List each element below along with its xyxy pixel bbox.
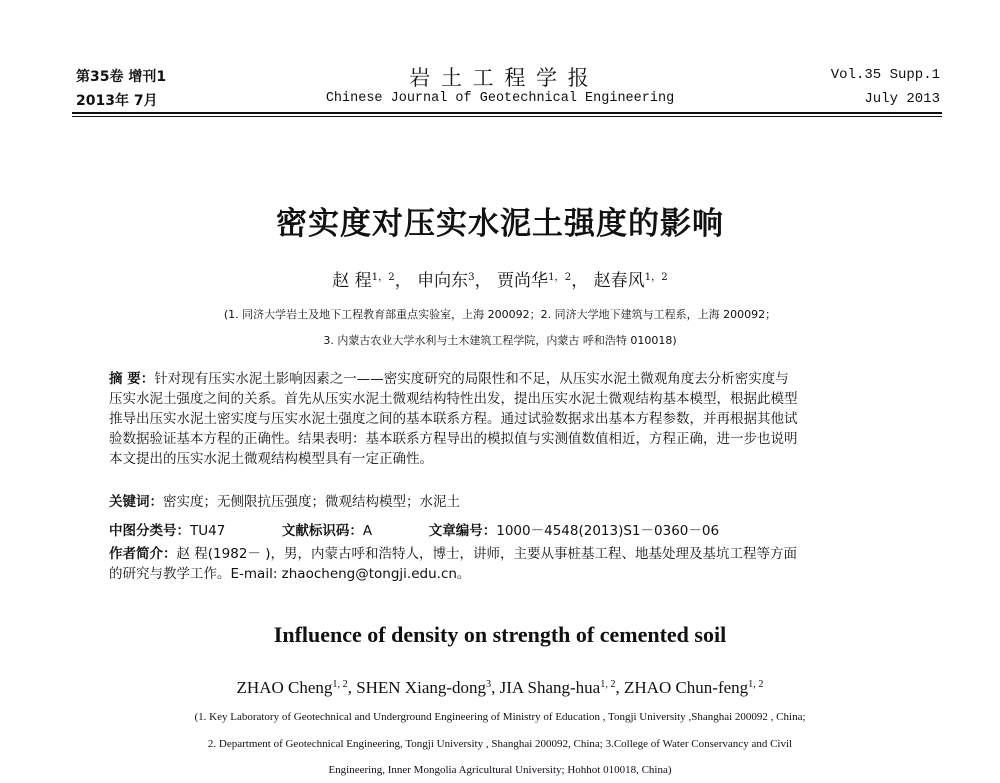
authors-cn: 赵 程$^{1,2}$， 申向东$^3$， 贾尚华$^{1,2}$， 赵春风$^{1,2}$ <box>332 271 668 291</box>
clc-value: TU47 <box>190 523 226 539</box>
journal-name-cn: 岩 土 工 程 学 报 <box>409 66 591 90</box>
bio-line-2: 的研究与教学工作。E-mail: zhaocheng@tongji.edu.cn。 <box>109 566 471 582</box>
paper-title-cn: 密实度对压实水泥土强度的影响 <box>276 206 724 242</box>
header-rule-top <box>72 112 942 114</box>
author-cn-2: 申向东$^3$ <box>417 271 475 291</box>
header-rule-bottom <box>72 116 942 117</box>
keywords-label: 关键词： <box>109 494 163 510</box>
author-en-3: JIA Shang-hua$^{1, 2}$ <box>499 678 616 697</box>
author-cn-1: 赵 程$^{1,2}$ <box>332 271 395 291</box>
abstract-cn <box>109 369 909 469</box>
abstract-line-4: 验数据验证基本方程的正确性。结果表明：基本联系方程导出的模拟值与实测值数值相近，方程正确，进一步也说明 <box>109 431 798 447</box>
bio-line-1: 赵 程(1982－ )，男，内蒙古呼和浩特人，博士，讲师，主要从事桩基工程、地基处理及基坑工程等方面 <box>176 546 797 562</box>
affiliation-en-1: (1. Key Laboratory of Geotechnical and Underground Engineering of Ministry of Education , Tongji University ,Shanghai 200092 , China; <box>194 711 806 723</box>
clc-label: 中图分类号： <box>109 523 190 539</box>
abstract-line-3: 推导出压实水泥土密实度与压实水泥土强度之间的基本联系方程。通过试验数据求出基本方程参数，并再根据其他试 <box>109 411 798 427</box>
abstract-line-5: 本文提出的压实水泥土微观结构模型具有一定正确性。 <box>109 451 433 467</box>
volume-issue: 第35卷 增刊1 <box>76 69 167 85</box>
journal-name-en: Chinese Journal of Geotechnical Engineering <box>325 91 675 106</box>
affiliation-cn-2: 3. 内蒙古农业大学水利与土木建筑工程学院，内蒙古 呼和浩特 010018) <box>323 334 677 347</box>
article-no-value: 1000－4548(2013)S1－0360－06 <box>496 523 720 539</box>
authors-en: ZHAO Cheng$^{1, 2}$, SHEN Xiang-dong$^3$, JIA Shang-hua$^{1, 2}$, ZHAO Chun-feng$^{1, 2}$ <box>236 678 764 697</box>
abstract-line-1: 针对现有压实水泥土影响因素之一——密实度研究的局限性和不足，从压实水泥土微观角度去分析密实度与 <box>154 371 789 387</box>
paper-title-en: Influence of density on strength of cemented soil <box>273 622 727 647</box>
affiliation-cn-1: (1. 同济大学岩土及地下工程教育部重点实验室，上海 200092；2. 同济大学地下建筑与工程系，上海 200092； <box>223 308 777 321</box>
classification-line <box>109 519 719 539</box>
doc-code-label: 文献标识码： <box>281 523 363 539</box>
keywords <box>109 490 460 510</box>
author-en-1: ZHAO Cheng$^{1, 2}$ <box>236 678 348 697</box>
author-bio <box>109 544 909 584</box>
keywords-text: 密实度；无侧限抗压强度；微观结构模型；水泥土 <box>163 494 460 510</box>
affiliation-en-3: Engineering, Inner Mongolia Agricultural University; Hohhot 010018, China) <box>328 764 672 776</box>
author-en-4: ZHAO Chun-feng$^{1, 2}$ <box>624 678 764 697</box>
article-no-label: 文章编号： <box>428 523 497 539</box>
date-cn: 2013年 7月 <box>76 93 158 109</box>
volume-en: Vol.35 Supp.1 <box>830 67 940 83</box>
author-cn-4: 赵春风$^{1,2}$ <box>593 271 668 291</box>
abstract-label: 摘 要： <box>109 371 155 387</box>
doc-code-value: A <box>362 523 373 539</box>
date-en: July 2013 <box>864 91 940 107</box>
abstract-line-2: 压实水泥土强度之间的关系。首先从压实水泥土微观结构特性出发，提出压实水泥土微观结构基本模型，根据此模型 <box>109 391 798 407</box>
bio-label: 作者简介： <box>109 546 177 562</box>
affiliation-en-2: 2. Department of Geotechnical Engineering, Tongji University , Shanghai 200092, China; 3.College of Water Conservancy and Civil <box>207 738 793 750</box>
author-cn-3: 贾尚华$^{1,2}$ <box>497 271 572 291</box>
author-en-2: SHEN Xiang-dong$^3$ <box>356 678 492 697</box>
